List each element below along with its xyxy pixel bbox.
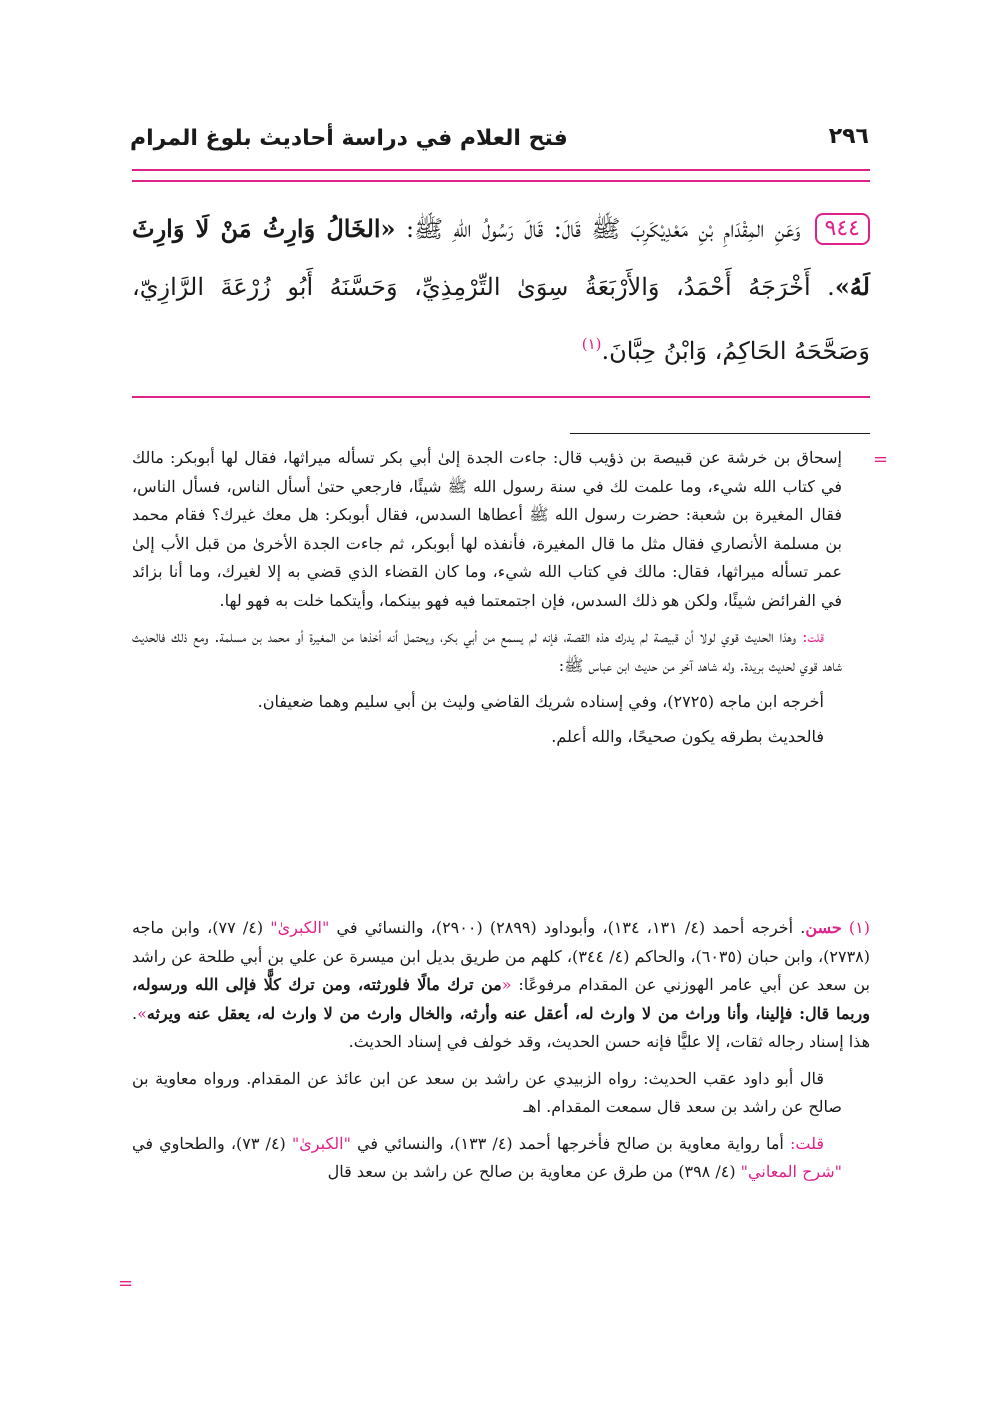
footnote-1-p3	[132, 1130, 870, 1187]
previous-footnote-continuation	[132, 444, 842, 751]
footnote-1-p3-kubra: "الكبرىٰ"	[291, 1133, 351, 1153]
footnote-1-quote-open: «	[501, 975, 512, 994]
qultu-label: قلت:	[802, 627, 824, 646]
hadith-rule	[132, 396, 870, 398]
footnote-1-quote-close: »	[137, 1003, 147, 1023]
prev-footnote-p2	[132, 623, 842, 680]
prev-footnote-p4: فالحديث بطرقه يكون صحيحًا، والله أعلم.	[551, 726, 824, 746]
footnote-1-quote: من ترك مالًا فلورثته، ومن ترك كلًّا فإلى الله ورسوله، وربما قال: فإلينا، وأنا وراث من لا وارث له، أعقل عنه وأرثه، والخال وارث من لا وارث له، يعقل عنه ويرثه	[132, 975, 870, 1023]
footnote-1-t3: . هذا إسناد رجاله ثقات، إلا عليًّا فإنه حسن الحديث، وقد خولف في إسناد الحديث.	[132, 1003, 870, 1051]
qultu-label-2: قلت:	[789, 1133, 825, 1153]
hadith-takhrij: . أَخْرَجَهُ أَحْمَدُ، وَالأَرْبَعَةُ سِوَىٰ التِّرْمِذِيِّ، وَحَسَّنَهُ أَبُو زُرْعَةَ الرَّازِيّ، وَصَحَّحَهُ الحَاكِمُ، وَابْنُ حِبَّانَ.	[132, 273, 870, 365]
continuation-marker-bottom: =	[118, 1273, 134, 1294]
page-number: ٢٩٦	[828, 124, 869, 149]
footnote-separator	[570, 433, 870, 434]
hadith-matn: «الخَالُ وَارِثُ مَنْ لَا وَارِثَ لَهُ»	[132, 214, 870, 301]
footnote-1-t2: (٤/ ٧٧)، وابن ماجه (٢٧٣٨)، وابن حبان (٦٠٣٥)، والحاكم (٤/ ٣٤٤)، كلهم من طريق بديل ابن ميسرة عن علي بن أبي طلحة عن راشد بن سعد عن أبي عامر الهوزني عن المقدام مرفوعًا:	[132, 918, 871, 994]
continuation-marker-top: =	[873, 449, 889, 470]
footnote-1-grade: حسن	[805, 918, 842, 937]
footnote-1	[132, 914, 870, 1187]
hadith-text	[132, 200, 870, 380]
footnote-1-p1	[132, 914, 870, 1057]
footnote-1-kubra: "الكبرىٰ"	[270, 918, 330, 937]
footnote-1-p3c: (٤/ ٣٩٨) من طرق عن معاوية بن صالح عن راشد بن سعد قال	[327, 1162, 741, 1181]
hadith-number-badge: ٩٤٤	[815, 213, 870, 245]
footnote-1-p3-sharh: "شرح المعاني"	[740, 1162, 842, 1181]
footnote-1-t1: . أخرجه أحمد (٤/ ١٣١، ١٣٤)، وأبوداود (٢٨٩٩) (٢٩٠٠)، والنسائي في	[329, 918, 806, 937]
prev-footnote-p1: إسحاق بن خرشة عن قبيصة بن ذؤيب قال: جاءت الجدة إلىٰ أبي بكر تسأله ميراثها، فقال لها أبوبكر: مالك في كتاب الله شيء، وما علمت لك في سنة رسول الله ﷺ شيئًا، فارجعي حتىٰ أسأل الناس، فسأل الناس، فقال المغيرة بن شعبة: حضرت رسول الله ﷺ أعطاها السدس، فقال أبوبكر: هل معك غيرك؟ فقام محمد بن مسلمة الأنصاري فقال مثل ما قال المغيرة، فأنفذه لها أبوبكر، ثم جاءت الجدة الأخرىٰ من قبل الأب إلىٰ عمر تسأله ميراثها، فقال: مالك في كتاب الله شيء، وما كان القضاء الذي قضي به إلا لغيرك، وما أنا بزائد في الفرائض شيئًا، ولكن هو ذلك السدس، فإن اجتمعتما فيه فهو بينكما، وأيتكما خلت به فهو لها.	[132, 448, 843, 610]
header-rule-top	[132, 169, 870, 171]
footnote-1-p3a: أما رواية معاوية بن صالح فأخرجها أحمد (٤/ ١٣٣)، والنسائي في	[350, 1133, 790, 1153]
footnote-ref: (١)	[581, 335, 602, 353]
header-rule-bottom	[132, 180, 870, 182]
prev-footnote-p2-text: وهذا الحديث قوي لولا أن قبيصة لم يدرك هذه القصة، فإنه لم يسمع من أبي بكر، ويحتمل أنه أخذها من المغيرة أو محمد بن مسلمة. ومع ذلك فالحديث شاهد قوي لحديث بريدة. وله شاهد آخر من حديث ابن عباس ﷺ:	[132, 627, 842, 675]
footnote-1-p2: قال أبو داود عقب الحديث: رواه الزبيدي عن راشد بن سعد عن ابن عائذ عن المقدام. ورواه معاوية بن صالح عن راشد بن سعد قال سمعت المقدام. اهـ	[132, 1068, 842, 1116]
prev-footnote-p3: أخرجه ابن ماجه (٢٧٢٥)، وفي إسناده شريك القاضي وليث بن أبي سليم وهما ضعيفان.	[257, 692, 824, 711]
footnote-1-number: (١)	[848, 918, 871, 937]
hadith-intro: وَعَنِ المِقْدَامِ بْنِ مَعْدِيْكَرِبَ ﷺ قَالَ: قَالَ رَسُولُ اللهِ ﷺ:	[395, 215, 801, 243]
footnote-1-p3b: (٤/ ٧٣)، والطحاوي في	[132, 1133, 292, 1153]
book-title: فتح العلام في دراسة أحاديث بلوغ المرام	[130, 126, 568, 151]
